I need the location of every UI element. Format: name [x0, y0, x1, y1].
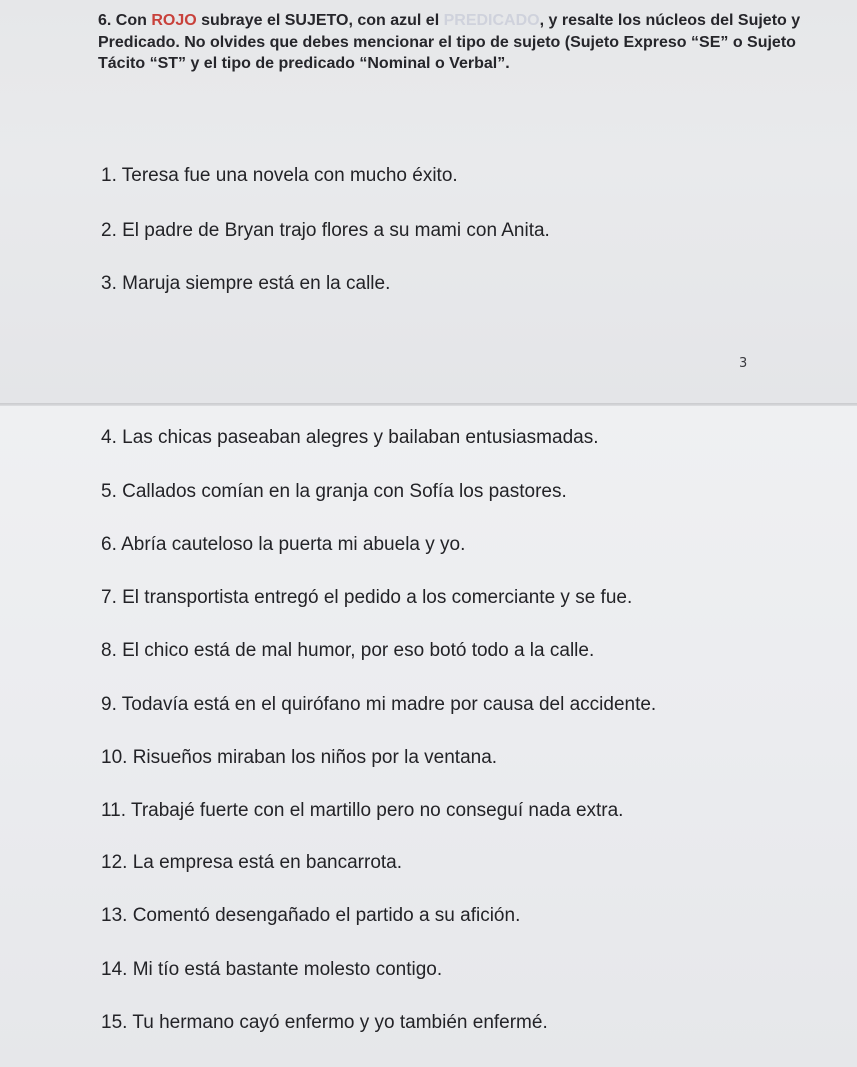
- sentence-8: 8. El chico está de mal humor, por eso botó todo a la calle.: [101, 640, 595, 661]
- instructions-text-2: subraye el SUJETO, con azul el: [196, 12, 444, 29]
- instructions-text-3: , y resalte los núcleos del Sujeto y Predicado. No olvides que debes mencionar el tipo de sujeto (Sujeto Expreso “SE” o Sujeto Tácito “ST” y el tipo de predicado “Nominal o Verbal”.: [98, 12, 801, 72]
- page-number: 3: [739, 356, 748, 371]
- sentence-5: 5. Callados comían en la granja con Sofía los pastores.: [101, 481, 567, 502]
- instructions-predicado-word: PREDICADO: [443, 12, 540, 29]
- instructions-paragraph: [98, 10, 818, 75]
- sentence-1: 1. Teresa fue una novela con mucho éxito.: [101, 165, 458, 186]
- sentence-2: 2. El padre de Bryan trajo flores a su mami con Anita.: [101, 220, 550, 241]
- sentence-12: 12. La empresa está en bancarrota.: [101, 852, 403, 873]
- sentence-15: 15. Tu hermano cayó enfermo y yo también enfermé.: [101, 1012, 548, 1033]
- sentence-4: 4. Las chicas paseaban alegres y bailaban entusiasmadas.: [101, 427, 599, 448]
- sentence-6: 6. Abría cauteloso la puerta mi abuela y yo.: [101, 534, 466, 555]
- sentence-14: 14. Mi tío está bastante molesto contigo.: [101, 959, 443, 980]
- sentence-3: 3. Maruja siempre está en la calle.: [101, 273, 391, 294]
- sentence-9: 9. Todavía está en el quirófano mi madre por causa del accidente.: [101, 694, 657, 715]
- sentence-10: 10. Risueños miraban los niños por la ventana.: [101, 747, 498, 768]
- instructions-rojo-word: ROJO: [151, 12, 197, 29]
- sentence-7: 7. El transportista entregó el pedido a los comerciante y se fue.: [101, 587, 633, 608]
- sentence-13: 13. Comentó desengañado el partido a su afición.: [101, 905, 521, 926]
- sentence-11: 11. Trabajé fuerte con el martillo pero no conseguí nada extra.: [101, 800, 624, 821]
- instructions-text-1: 6. Con: [98, 12, 152, 29]
